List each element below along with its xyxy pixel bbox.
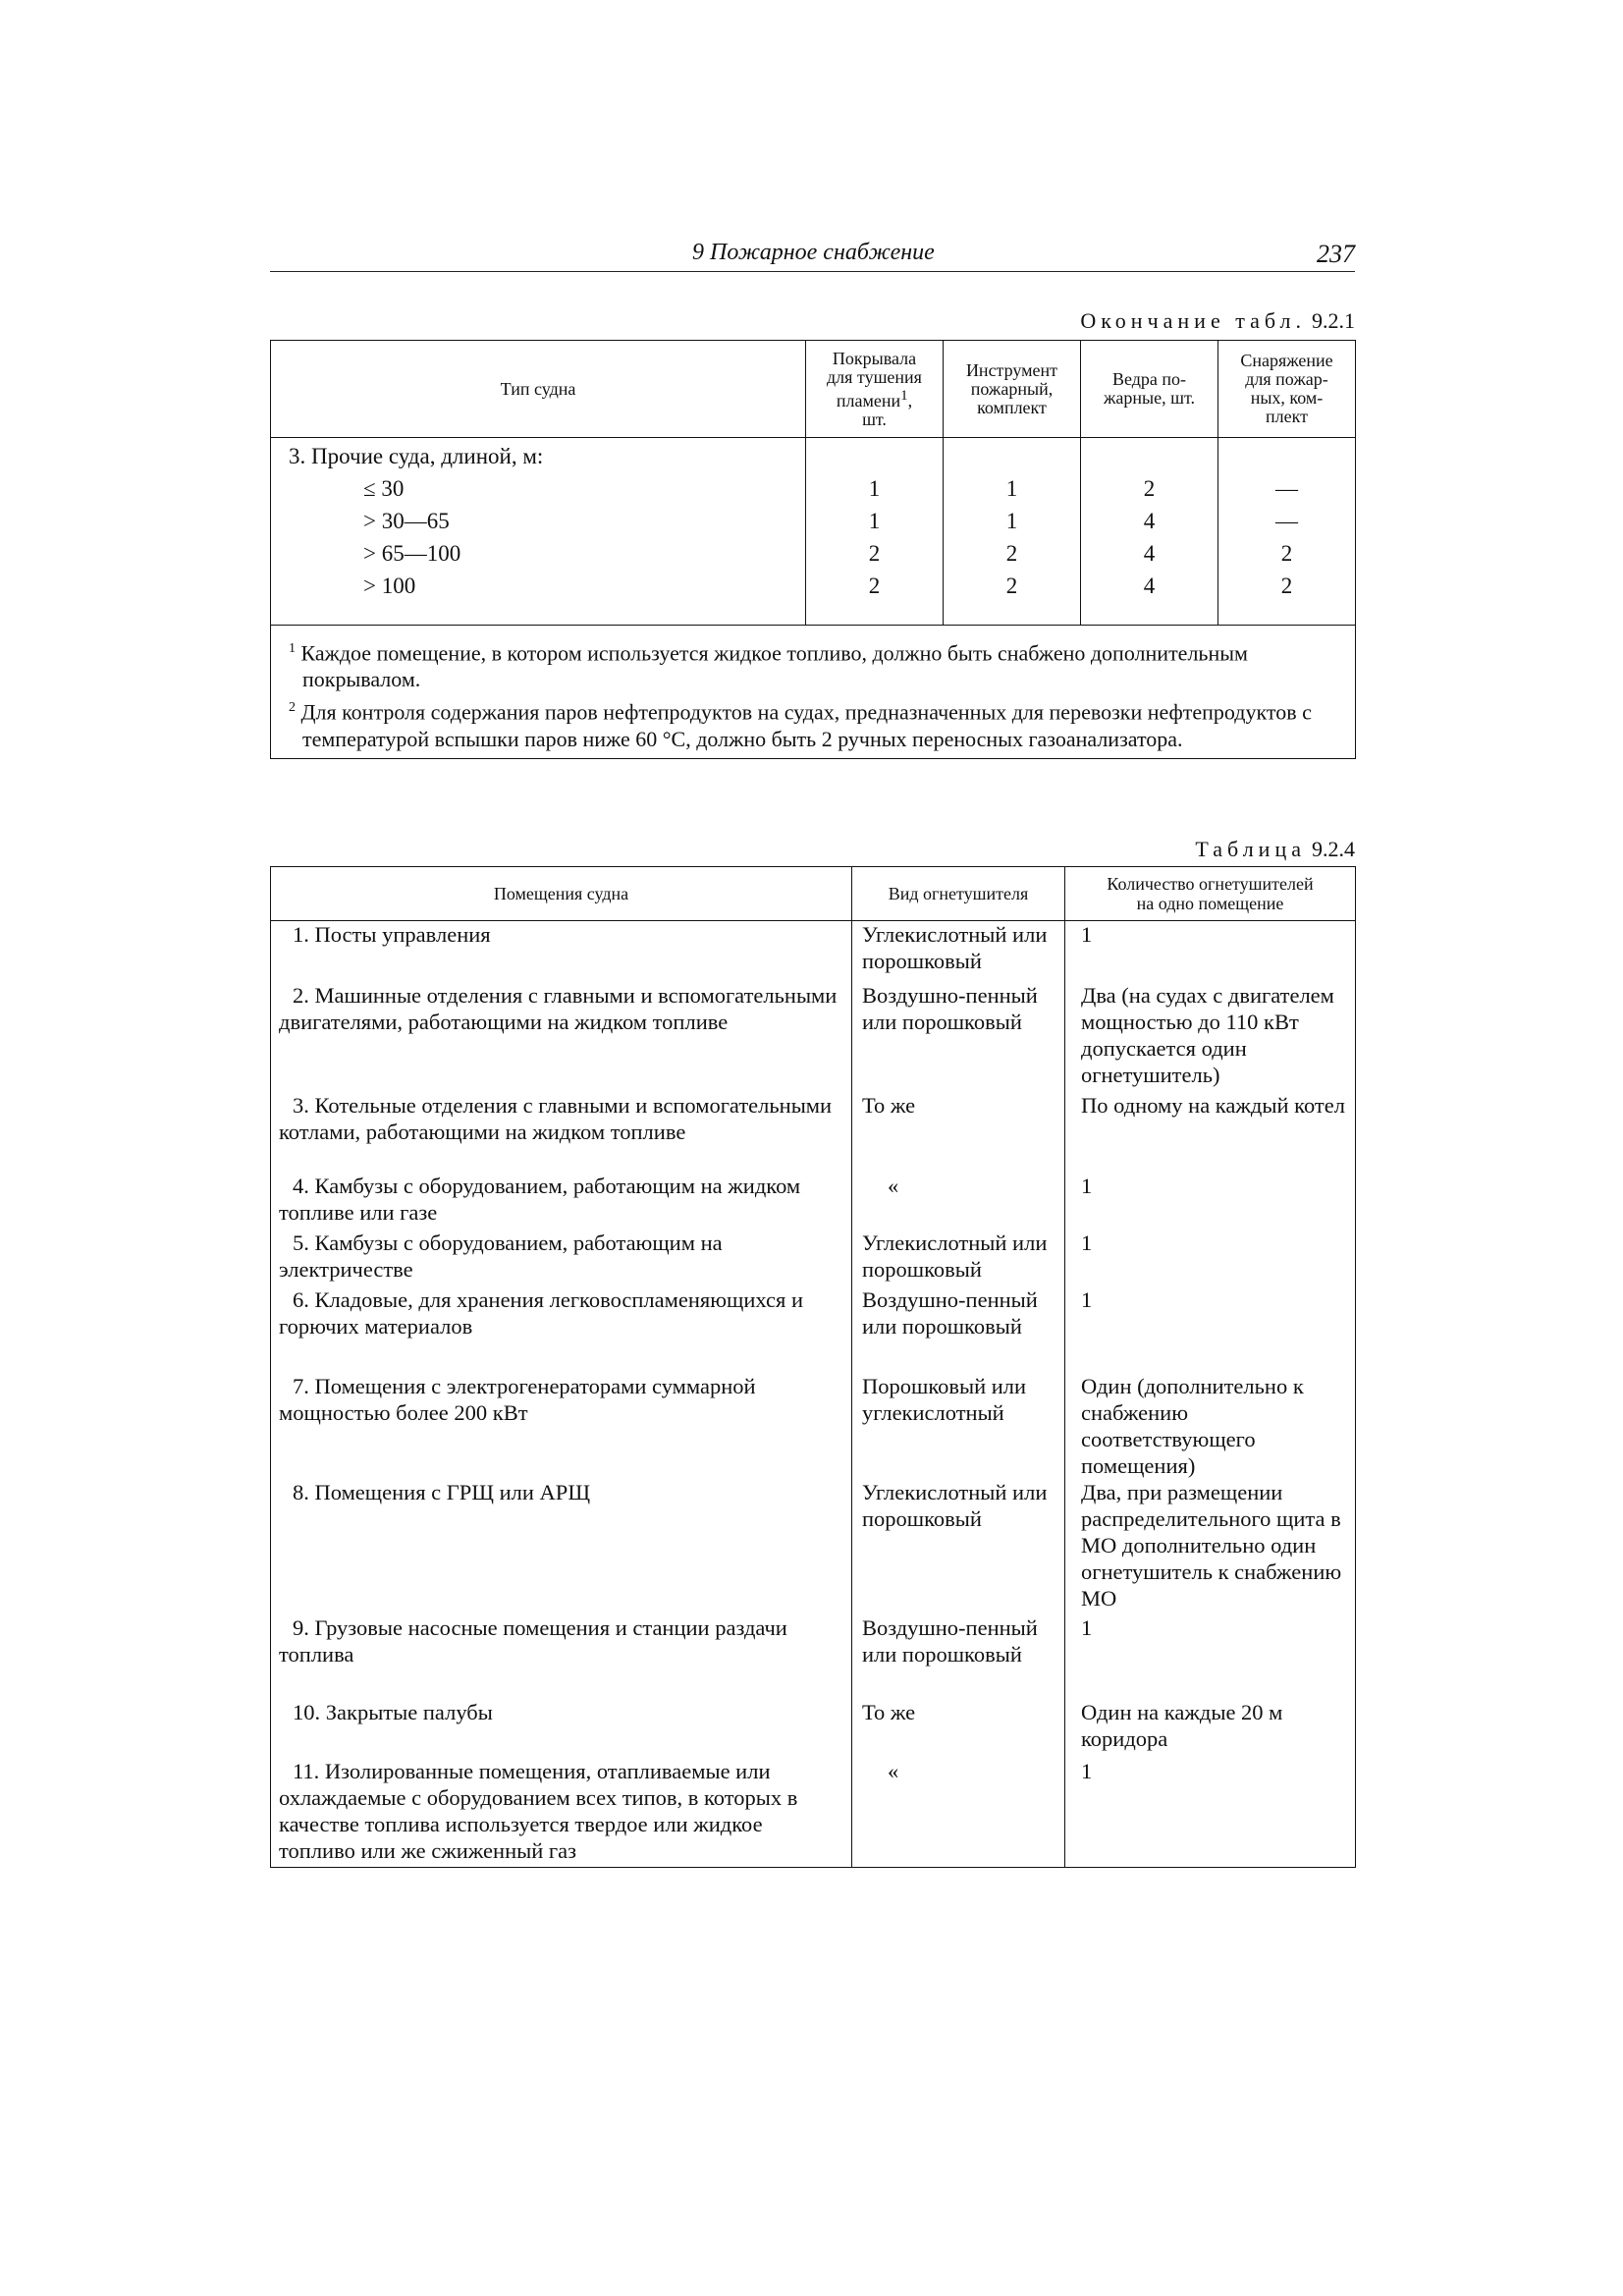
- quantity-cell: По одному на каждый котел: [1065, 1092, 1356, 1173]
- table2-header-type: Вид огнетушителя: [852, 867, 1065, 921]
- table1-value: 2: [1143, 476, 1156, 501]
- table1-footnotes-row: [271, 626, 1356, 759]
- page-number: 237: [1317, 240, 1355, 268]
- quantity-cell: 1: [1065, 1230, 1356, 1286]
- quantity-cell: 1: [1065, 921, 1356, 982]
- table-row: [271, 1373, 1356, 1479]
- room-cell: 1. Посты управления: [271, 921, 852, 982]
- table-extinguishers: [270, 866, 1356, 1868]
- room-cell: 3. Котельные отделения с главными и вспомогательными котлами, работающими на жидком топливе: [271, 1092, 852, 1173]
- table1-value: 1: [868, 476, 881, 501]
- extinguisher-cell: Углекислотный или порошковый: [852, 1479, 1065, 1614]
- extinguisher-cell: То же: [852, 1699, 1065, 1758]
- table2-header-rooms: Помещения судна: [271, 867, 852, 921]
- table1-group-label: 3. Прочие суда, длиной, м:: [289, 444, 544, 468]
- extinguisher-cell: Воздушно-пенный или порошковый: [852, 1286, 1065, 1373]
- quantity-cell: Один (дополнительно к снабжению соответствующего помещения): [1065, 1373, 1356, 1479]
- table1-value: 2: [1005, 541, 1018, 566]
- room-cell: 11. Изолированные помещения, отапливаемые или охлаждаемые с оборудованием всех типов, в которых в качестве топлива используется твердое или жидкое топливо или же сжиженный газ: [271, 1758, 852, 1868]
- table-row: [271, 1699, 1356, 1758]
- table1-row-label: ≤ 30: [363, 476, 405, 501]
- table1-value: 1: [1005, 476, 1018, 501]
- table1-caption-number: 9.2.1: [1312, 308, 1355, 333]
- room-cell: 4. Камбузы с оборудованием, работающим на жидком топливе или газе: [271, 1173, 852, 1230]
- quantity-cell: Два, при размещении распределительного щита в МО дополнительно один огнетушитель к снабжению МО: [1065, 1479, 1356, 1614]
- extinguisher-cell: Воздушно-пенный или порошковый: [852, 982, 1065, 1092]
- table1-value: 1: [868, 509, 881, 533]
- table1-caption-text: Окончание табл.: [1080, 308, 1306, 333]
- table-row: [271, 1173, 1356, 1230]
- table-row: [271, 1614, 1356, 1699]
- extinguisher-cell: Воздушно-пенный или порошковый: [852, 1614, 1065, 1699]
- room-cell: 6. Кладовые, для хранения легковоспламеняющихся и горючих материалов: [271, 1286, 852, 1373]
- table1-header-row: [271, 341, 1356, 438]
- room-cell: 9. Грузовые насосные помещения и станции раздачи топлива: [271, 1614, 852, 1699]
- room-cell: 2. Машинные отделения с главными и вспомогательными двигателями, работающими на жидком топливе: [271, 982, 852, 1092]
- table-row: [271, 1479, 1356, 1614]
- table-row: [271, 921, 1356, 982]
- table1-value: 4: [1143, 574, 1156, 598]
- room-cell: 10. Закрытые палубы: [271, 1699, 852, 1758]
- quantity-cell: 1: [1065, 1614, 1356, 1699]
- table1-value: 4: [1143, 541, 1156, 566]
- table1-value: 2: [1280, 541, 1293, 566]
- room-cell: 7. Помещения с электрогенераторами суммарной мощностью более 200 кВт: [271, 1373, 852, 1479]
- table1-header-blankets: Покрывала для тушения пламени$^1$, шт.: [806, 341, 944, 438]
- table1-value: 2: [1005, 574, 1018, 598]
- table-row: [271, 1758, 1356, 1868]
- table1-value: 2: [1280, 574, 1293, 598]
- table1-tools-cell: [944, 438, 1081, 626]
- table1-footnotes: [271, 626, 1356, 759]
- footnote: $^1$ Каждое помещение, в котором используется жидкое топливо, должно быть снабжено дополнительным покрывалом.: [289, 640, 1248, 692]
- table-row: [271, 1230, 1356, 1286]
- quantity-cell: Один на каждые 20 м коридора: [1065, 1699, 1356, 1758]
- table1-caption: [1080, 308, 1355, 334]
- extinguisher-cell: «: [852, 1173, 1065, 1230]
- table1-header-ship-type: Тип судна: [271, 341, 806, 438]
- extinguisher-cell: Порошковый или углекислотный: [852, 1373, 1065, 1479]
- table1-value: —: [1275, 476, 1298, 501]
- quantity-cell: 1: [1065, 1286, 1356, 1373]
- table1-header-tools: Инструмент пожарный, комплект: [944, 341, 1081, 438]
- room-cell: 8. Помещения с ГРЩ или АРЩ: [271, 1479, 852, 1614]
- table1-row-label: > 30—65: [363, 509, 450, 533]
- section-title: 9 Пожарное снабжение: [692, 240, 935, 265]
- page-header: [270, 240, 1355, 272]
- table2-caption-number: 9.2.4: [1312, 837, 1355, 861]
- table1-header-buckets: Ведра по- жарные, шт.: [1081, 341, 1218, 438]
- table1-value: 2: [868, 574, 881, 598]
- footnote: $^2$ Для контроля содержания паров нефтепродуктов на судах, предназначенных для перевозки нефтепродуктов с температурой вспышки паров ниже 60 °С, должно быть 2 ручных переносных газоанализатора.: [289, 699, 1312, 751]
- table-ship-fire-equipment: [270, 340, 1356, 759]
- table1-ship-type-cell: [271, 438, 806, 626]
- extinguisher-cell: «: [852, 1758, 1065, 1868]
- extinguisher-cell: Углекислотный или порошковый: [852, 1230, 1065, 1286]
- table1-value: 2: [868, 541, 881, 566]
- table2-caption-text: Таблица: [1195, 837, 1306, 861]
- table-row: [271, 1286, 1356, 1373]
- table-row: [271, 982, 1356, 1092]
- quantity-cell: Два (на судах с двигателем мощностью до 110 кВт допускается один огнетушитель): [1065, 982, 1356, 1092]
- table1-blankets-cell: [806, 438, 944, 626]
- table1-body-row: [271, 438, 1356, 626]
- table-row: [271, 1092, 1356, 1173]
- extinguisher-cell: То же: [852, 1092, 1065, 1173]
- table2-caption: [1195, 837, 1355, 862]
- table1-value: 1: [1005, 509, 1018, 533]
- room-cell: 5. Камбузы с оборудованием, работающим на электричестве: [271, 1230, 852, 1286]
- table1-header-gear: Снаряжение для пожар- ных, ком- плект: [1218, 341, 1356, 438]
- quantity-cell: 1: [1065, 1758, 1356, 1868]
- table1-row-label: > 100: [363, 574, 416, 598]
- table2-header-quantity: Количество огнетушителей на одно помещение: [1065, 867, 1356, 921]
- table1-value: —: [1275, 509, 1298, 533]
- table1-value: 4: [1143, 509, 1156, 533]
- quantity-cell: 1: [1065, 1173, 1356, 1230]
- table2-header-row: [271, 867, 1356, 921]
- table1-row-label: > 65—100: [363, 541, 461, 566]
- extinguisher-cell: Углекислотный или порошковый: [852, 921, 1065, 982]
- table1-buckets-cell: [1081, 438, 1218, 626]
- table1-gear-cell: [1218, 438, 1356, 626]
